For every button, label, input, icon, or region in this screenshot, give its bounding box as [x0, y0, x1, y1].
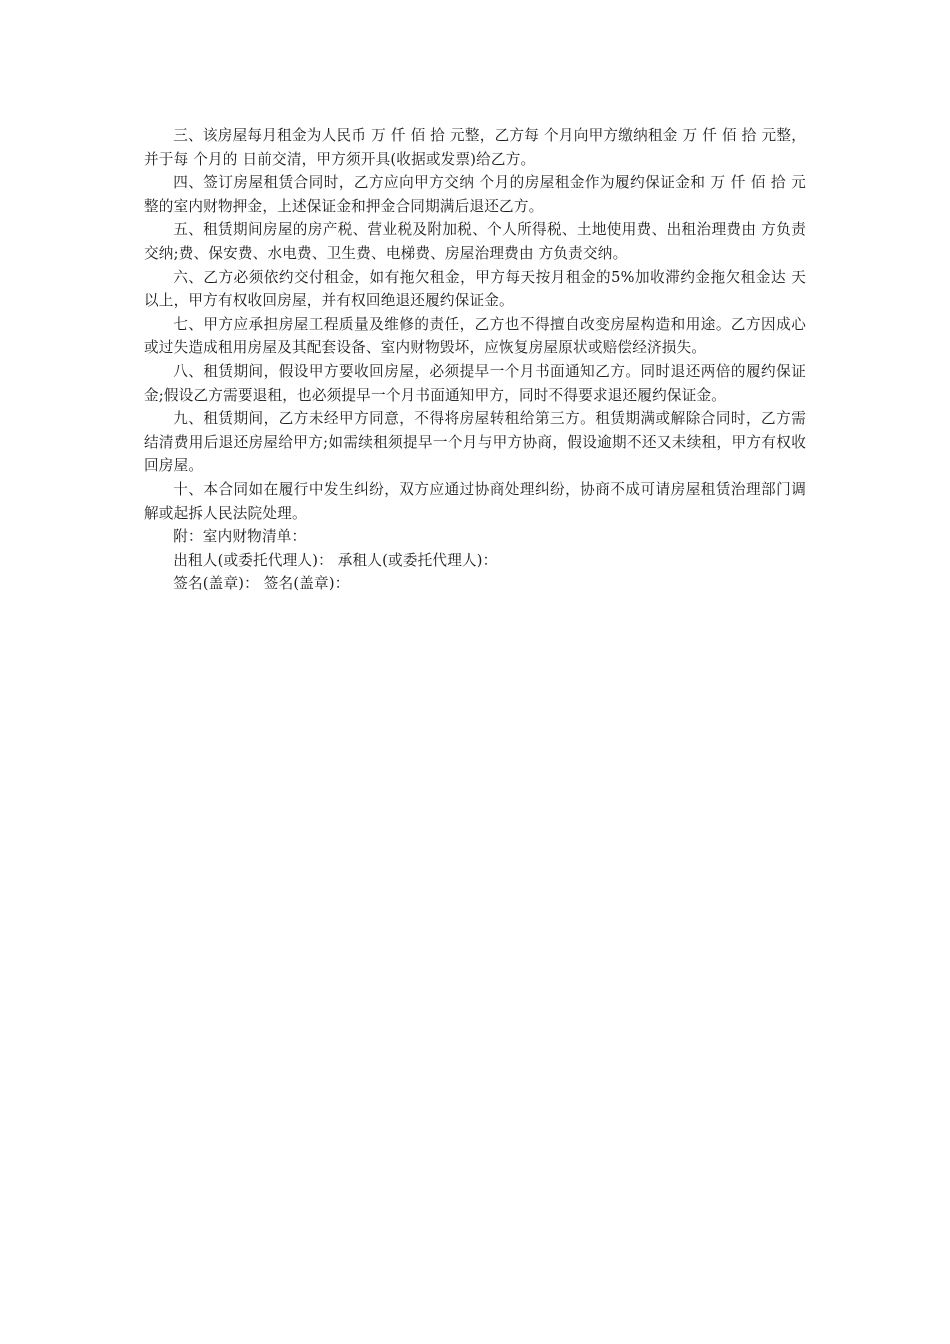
clause-deposit: 四、签订房屋租赁合同时，乙方应向甲方交纳 个月的房屋租金作为履约保证金和 万 仟 佰 拾 元整的室内财物押金，上述保证金和押金合同期满后退还乙方。	[144, 174, 806, 215]
clause-taxes-fees: 五、租赁期间房屋的房产税、营业税及附加税、个人所得税、土地使用费、出租治理费由 方负责交纳;费、保安费、水电费、卫生费、电梯费、房屋治理费由 方负责交纳。	[144, 221, 806, 262]
signature-line: 签名(盖章)： 签名(盖章)：	[173, 575, 350, 593]
contract-page	[144, 124, 806, 596]
attachment-inventory-label: 附：室内财物清单：	[173, 528, 307, 546]
clause-disputes: 十、本合同如在履行中发生纠纷，双方应通过协商处理纠纷，协商不成可请房屋租赁治理部门调解或起拆人民法院处理。	[144, 480, 806, 522]
clause-rent-amount: 三、该房屋每月租金为人民币 万 仟 佰 拾 元整，乙方每 个月向甲方缴纳租金 万 仟 佰 拾 元整，并于每 个月的 日前交清，甲方须开具(收据或发票)给乙方。	[144, 127, 806, 168]
parties-line: 出租人(或委托代理人)： 承租人(或委托代理人)：	[173, 551, 498, 569]
clause-early-termination: 八、租赁期间，假设甲方要收回房屋，必须提早一个月书面通知乙方。同时退还两倍的履约保证金;假设乙方需要退租，也必须提早一个月书面通知甲方，同时不得要求退还履约保证金。	[144, 362, 806, 404]
clause-late-payment: 六、乙方必须依约交付租金，如有拖欠租金，甲方每天按月租金的5%加收滞约金拖欠租金达 天以上，甲方有权收回房屋，并有权回绝退还履约保证金。	[144, 268, 806, 310]
clause-sublease: 九、租赁期间，乙方未经甲方同意，不得将房屋转租给第三方。租赁期满或解除合同时，乙方需结清费用后退还房屋给甲方;如需续租须提早一个月与甲方协商，假设逾期不还又未续租，甲方有权收回房屋。	[144, 410, 806, 475]
clause-maintenance: 七、甲方应承担房屋工程质量及维修的责任，乙方也不得擅自改变房屋构造和用途。乙方因成心或过失造成租用房屋及其配套设备、室内财物毁坏，应恢复房屋原状或赔偿经济损失。	[144, 315, 806, 357]
